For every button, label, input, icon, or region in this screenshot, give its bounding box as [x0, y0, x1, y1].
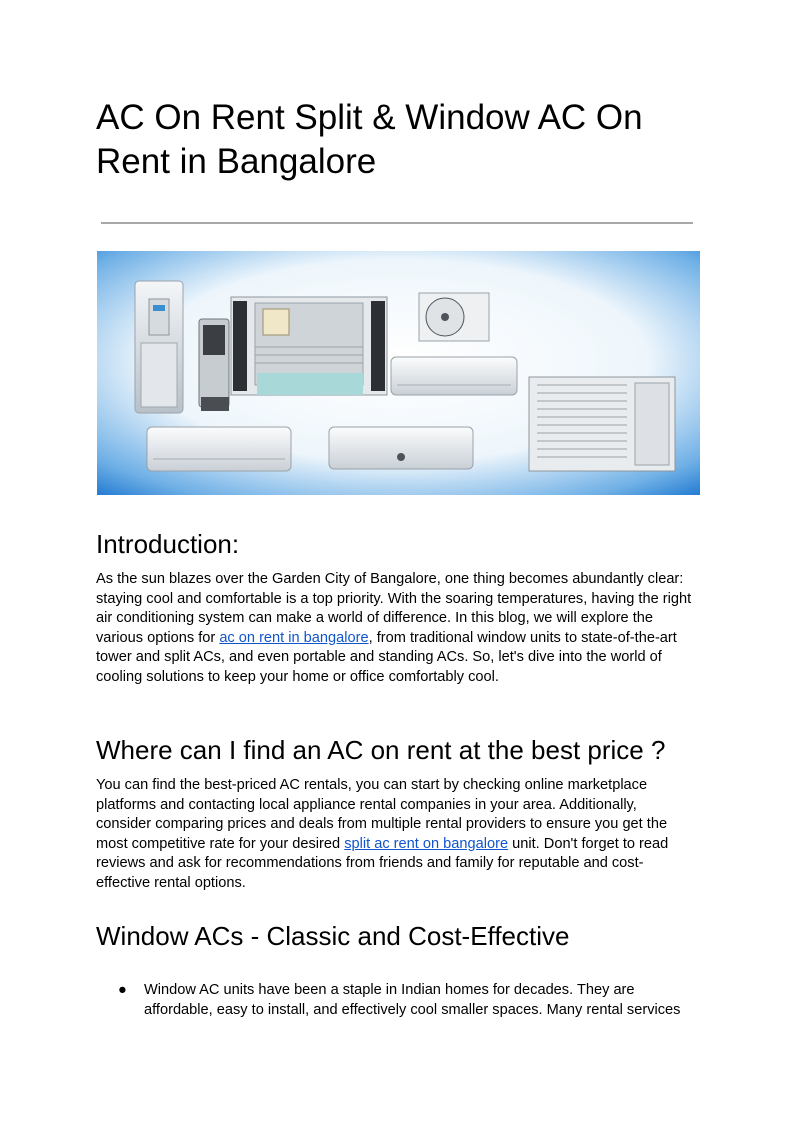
horizontal-rule: [101, 222, 693, 224]
section-heading-best-price: Where can I find an AC on rent at the best price ?: [96, 735, 666, 765]
large-window-ac-image: [529, 377, 675, 471]
split-ac-bottom-left-image: [147, 427, 291, 471]
bullet-icon: ●: [118, 982, 127, 998]
hero-image: [97, 251, 700, 495]
introduction-text-end: , from traditional window units to state-of-the-art tower and split ACs, and even portable and standing ACs. So, let's dive into the world of cooling solutions to keep your home or office comfortably cool.: [96, 629, 677, 685]
split-ac-rent-link[interactable]: split ac rent on bangalore: [344, 835, 509, 852]
list-item-text: Window AC units have been a staple in Indian homes for decades. They are affordable, easy to install, and effectively cool smaller spaces. Many rental services: [144, 982, 681, 1018]
best-price-text: You can find the best-priced AC rentals, you can start by checking online marketplace platforms and contacting local appliance rental companies in your area. Additionally, consider comparing prices and deals from multiple rental providers to ensure you get the most competitive rate for your desired: [96, 777, 668, 852]
tower-ac-image: [135, 281, 183, 413]
ac-on-rent-link[interactable]: ac on rent in bangalore: [219, 629, 369, 646]
page-title: AC On Rent Split & Window AC On Rent in Bangalore: [96, 98, 643, 181]
section-heading-window-acs: Window ACs - Classic and Cost-Effective: [96, 921, 570, 951]
introduction-paragraph: [96, 570, 696, 688]
split-ac-bottom-center-image: [329, 427, 473, 469]
split-ac-image: [391, 357, 517, 395]
best-price-text-end: unit. Don't forget to read reviews and ask for recommendations from friends and family for reputable and cost-effective rental options.: [96, 835, 669, 891]
portable-ac-image: [199, 319, 229, 411]
introduction-text: As the sun blazes over the Garden City of Bangalore, one thing becomes abundantly clear: staying cool and comfortable is a top priority. With the soaring temperatures, having the right air conditioning system can make a world of difference. In this blog, we will explore the various options for: [96, 571, 692, 646]
window-ac-image: [231, 297, 387, 395]
section-heading-introduction: Introduction:: [96, 529, 240, 559]
list-item: [96, 981, 696, 1020]
outdoor-unit-image: [419, 293, 489, 341]
best-price-paragraph: [96, 776, 696, 894]
window-ac-bullet-list: [96, 981, 696, 1020]
